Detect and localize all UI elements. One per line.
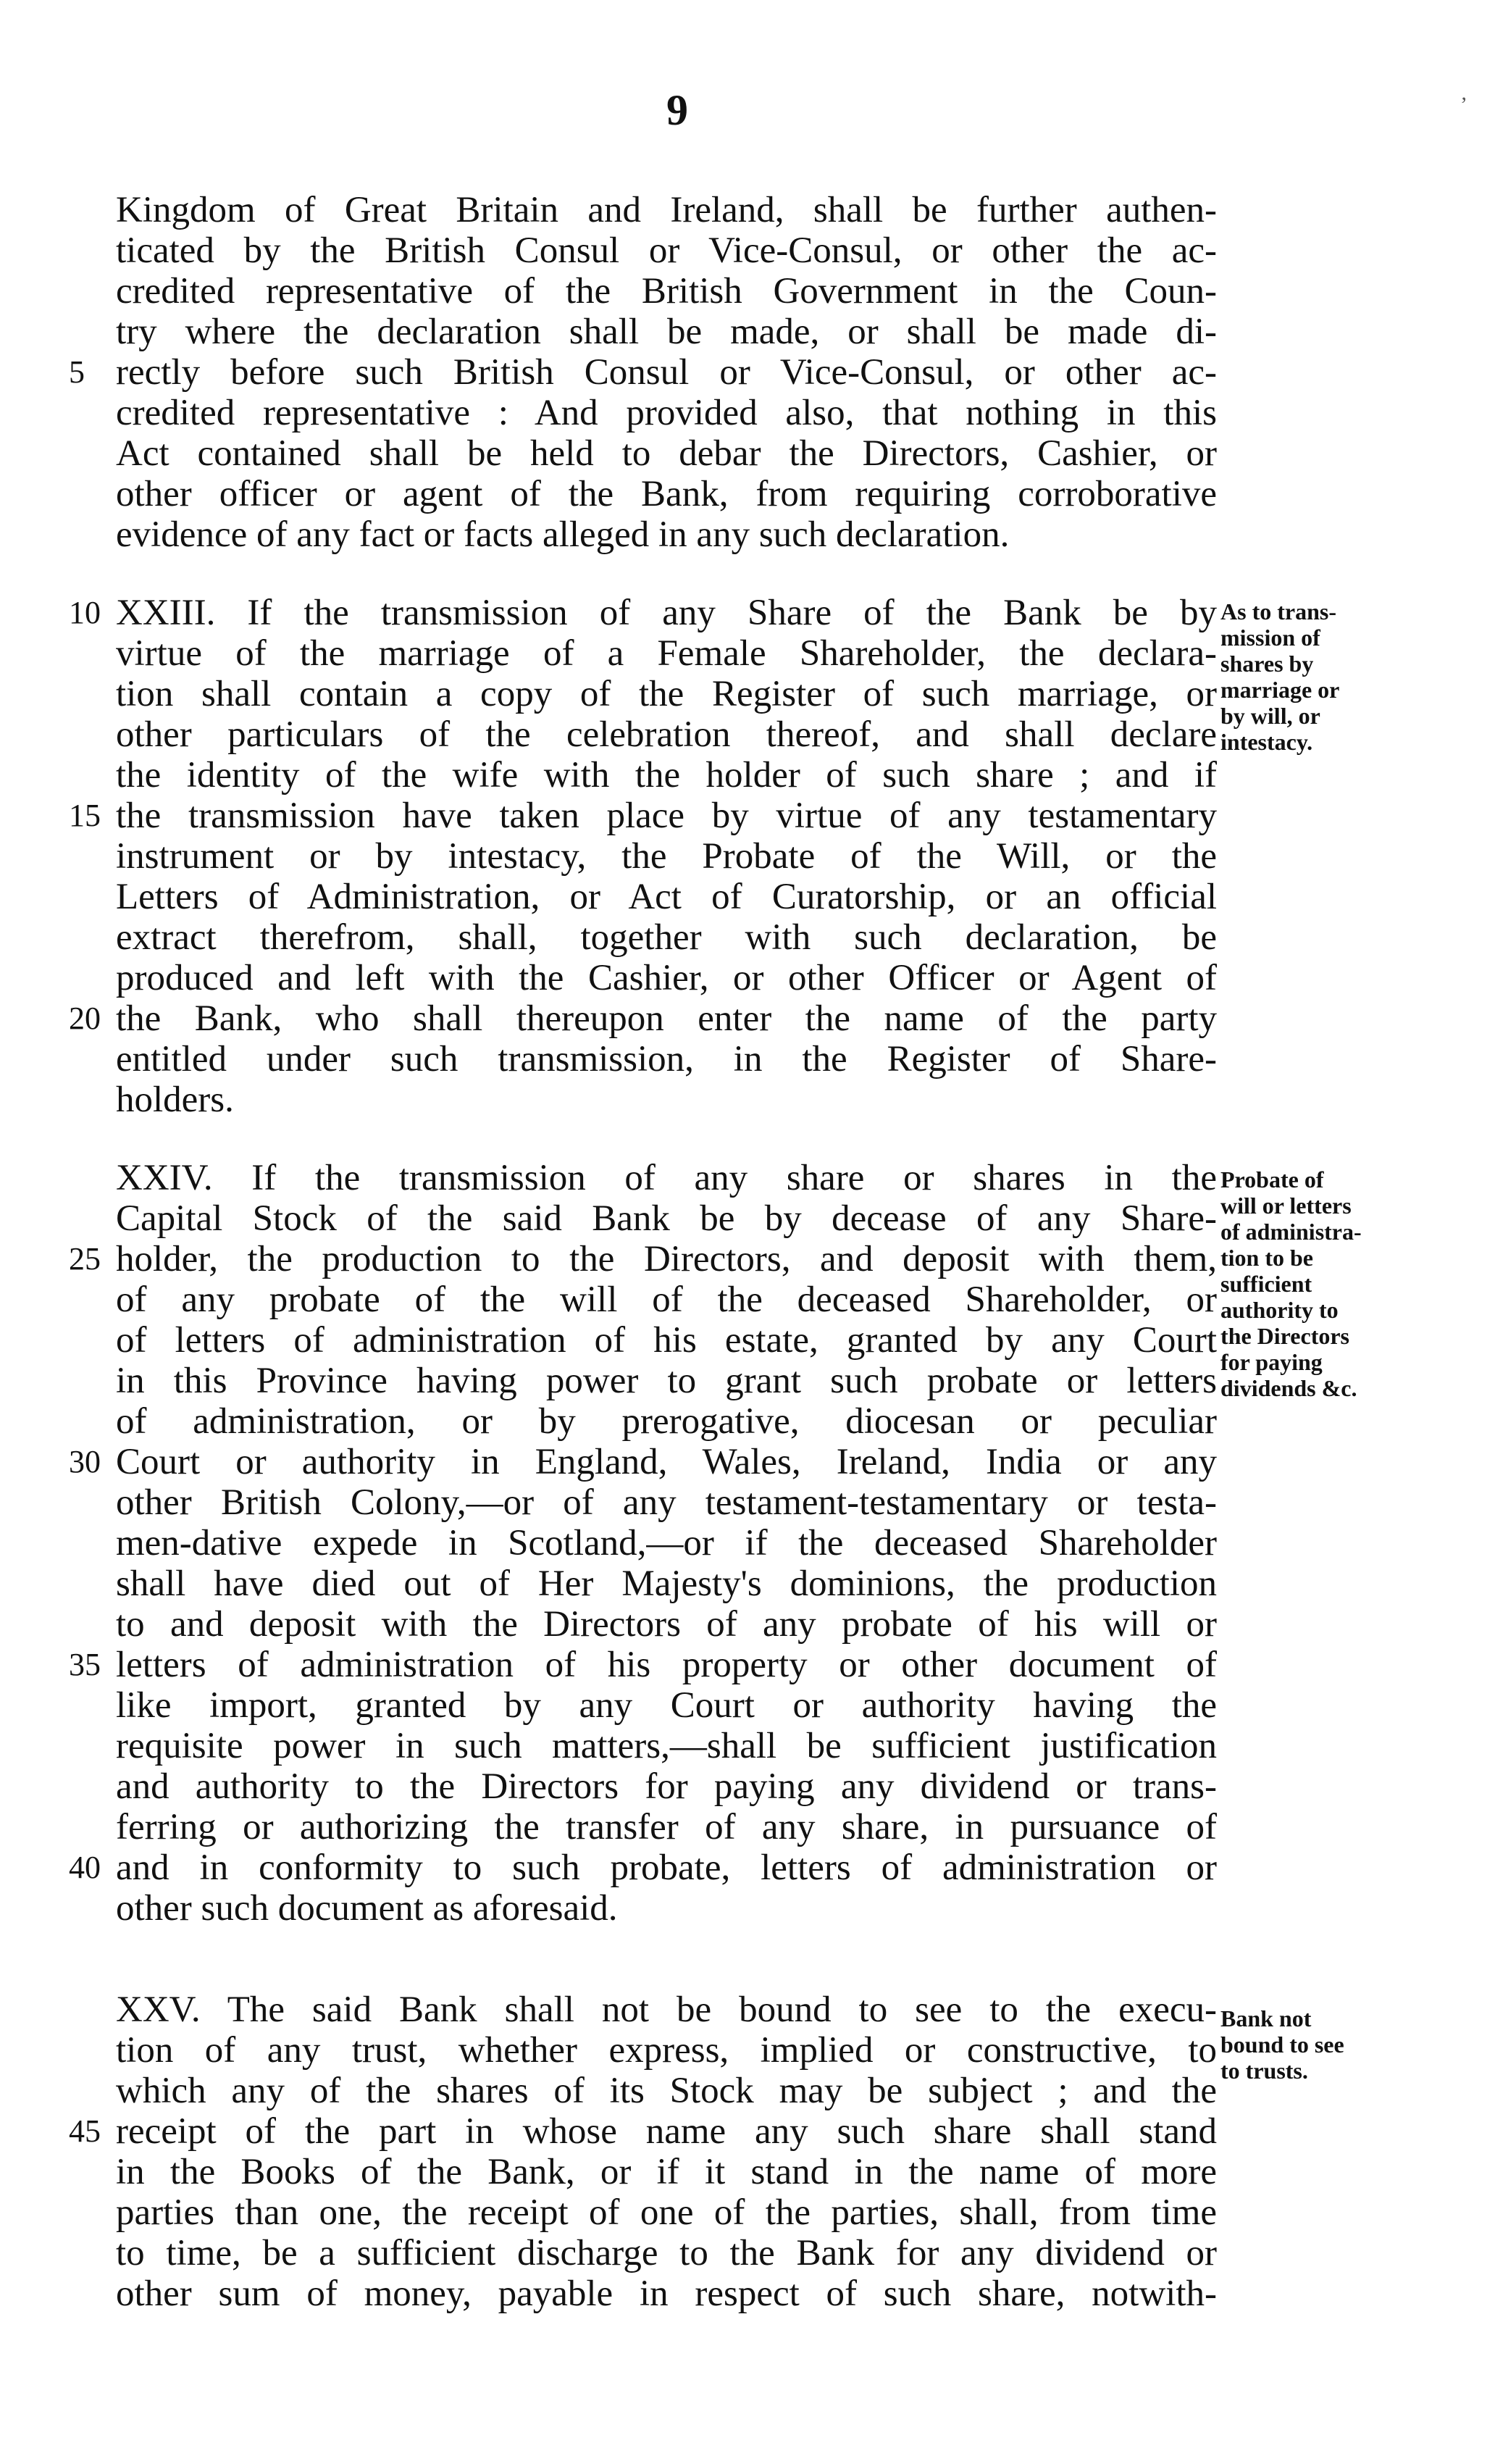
margin-note-line: Bank not xyxy=(1220,2005,1312,2031)
text-line: Letters of Administration, or Act of Curatorship, or an official xyxy=(116,877,1217,917)
text-line: which any of the shares of its Stock may be subject ; and the xyxy=(116,2071,1217,2111)
margin-note-line: marriage or xyxy=(1220,677,1340,703)
text-line: like import, granted by any Court or authority having the xyxy=(116,1685,1217,1726)
text-line: to time, be a sufficient discharge to the Bank for any dividend or xyxy=(116,2233,1217,2273)
text-line: entitled under such transmission, in the Register of Share- xyxy=(116,1039,1217,1079)
text-line: Act contained shall be held to debar the Directors, Cashier, or xyxy=(116,433,1217,474)
line-number: 20 xyxy=(69,1001,101,1036)
text-line: the identity of the wife with the holder of such share ; and if xyxy=(116,755,1217,795)
line-number: 10 xyxy=(69,595,101,630)
text-line: men-dative expede in Scotland,—or if the deceased Shareholder xyxy=(116,1523,1217,1563)
line-number: 25 xyxy=(69,1241,101,1277)
text-line: tion of any trust, whether express, implied or constructive, to xyxy=(116,2030,1217,2071)
margin-note-line: dividends &c. xyxy=(1220,1375,1357,1401)
text-line: in the Books of the Bank, or if it stand in the name of more xyxy=(116,2152,1217,2192)
text-line: Kingdom of Great Britain and Ireland, shall be further authen- xyxy=(116,190,1217,230)
margin-note-line: by will, or xyxy=(1220,703,1320,729)
margin-note-line: tion to be xyxy=(1220,1245,1313,1271)
text-line: try where the declaration shall be made, or shall be made di- xyxy=(116,312,1217,352)
text-line: evidence of any fact or facts alleged in any such declaration. xyxy=(116,514,1010,555)
line-number: 30 xyxy=(69,1444,101,1479)
line-number: 5 xyxy=(69,354,85,390)
section-heading-line: XXIII. If the transmission of any Share of the Bank be by xyxy=(116,593,1217,633)
margin-note-line: mission of xyxy=(1220,625,1320,651)
text-line: Capital Stock of the said Bank be by decease of any Share- xyxy=(116,1198,1217,1239)
margin-note-line: bound to see xyxy=(1220,2031,1344,2058)
text-line: ferring or authorizing the transfer of any share, in pursuance of xyxy=(116,1807,1217,1847)
text-line: the transmission have taken place by virtue of any testamentary xyxy=(116,795,1217,836)
text-line: parties than one, the receipt of one of the parties, shall, from time xyxy=(116,2192,1217,2233)
text-line: of letters of administration of his estate, granted by any Court xyxy=(116,1320,1217,1361)
margin-note-line: will or letters xyxy=(1220,1193,1352,1219)
margin-note-line: As to trans- xyxy=(1220,598,1336,625)
text-line: holder, the production to the Directors, and deposit with them, xyxy=(116,1239,1217,1279)
text-line: and in conformity to such probate, letters of administration or xyxy=(116,1847,1217,1888)
text-line: tion shall contain a copy of the Register of such marriage, or xyxy=(116,674,1217,714)
line-number: 40 xyxy=(69,1850,101,1885)
margin-note xyxy=(1220,1166,1438,1401)
text-line: letters of administration of his property or other document of xyxy=(116,1645,1217,1685)
scan-mark: ’ xyxy=(1460,93,1467,117)
line-number: 45 xyxy=(69,2113,101,2149)
margin-note-line: shares by xyxy=(1220,651,1314,677)
text-line: produced and left with the Cashier, or other Officer or Agent of xyxy=(116,958,1217,998)
margin-note xyxy=(1220,2005,1438,2084)
page-number: 9 xyxy=(666,86,688,134)
margin-note-line: intestacy. xyxy=(1220,729,1313,755)
section-heading-line: XXV. The said Bank shall not be bound to see to the execu- xyxy=(116,1989,1217,2030)
text-line: other British Colony,—or of any testament-testamentary or testa- xyxy=(116,1482,1217,1523)
margin-note-line: the Directors xyxy=(1220,1323,1349,1349)
text-line: holders. xyxy=(116,1079,234,1120)
text-line: of administration, or by prerogative, diocesan or peculiar xyxy=(116,1401,1217,1442)
text-line: other such document as aforesaid. xyxy=(116,1888,618,1929)
margin-note xyxy=(1220,598,1438,755)
text-line: to and deposit with the Directors of any probate of his will or xyxy=(116,1604,1217,1645)
text-line: credited representative of the British Government in the Coun- xyxy=(116,271,1217,312)
margin-note-line: authority to xyxy=(1220,1297,1339,1323)
text-line: other particulars of the celebration thereof, and shall declare xyxy=(116,714,1217,755)
margin-note-line: for paying xyxy=(1220,1349,1323,1375)
text-line: ticated by the British Consul or Vice-Consul, or other the ac- xyxy=(116,230,1217,271)
text-line: virtue of the marriage of a Female Shareholder, the declara- xyxy=(116,633,1217,674)
line-number: 35 xyxy=(69,1647,101,1682)
line-number: 15 xyxy=(69,798,101,833)
text-line: Court or authority in England, Wales, Ireland, India or any xyxy=(116,1442,1217,1482)
text-line: the Bank, who shall thereupon enter the name of the party xyxy=(116,998,1217,1039)
text-line: in this Province having power to grant such probate or letters xyxy=(116,1361,1217,1401)
text-line: other officer or agent of the Bank, from requiring corroborative xyxy=(116,474,1217,514)
margin-note-line: Probate of xyxy=(1220,1166,1324,1193)
text-line: extract therefrom, shall, together with such declaration, be xyxy=(116,917,1217,958)
section-heading-line: XXIV. If the transmission of any share or shares in the xyxy=(116,1158,1217,1198)
text-line: rectly before such British Consul or Vice-Consul, or other ac- xyxy=(116,352,1217,393)
text-line: instrument or by intestacy, the Probate of the Will, or the xyxy=(116,836,1217,877)
text-line: credited representative : And provided also, that nothing in this xyxy=(116,393,1217,433)
margin-note-line: of administra- xyxy=(1220,1219,1362,1245)
text-line: other sum of money, payable in respect of such share, notwith- xyxy=(116,2273,1217,2314)
text-line: and authority to the Directors for paying any dividend or trans- xyxy=(116,1766,1217,1807)
text-line: requisite power in such matters,—shall be sufficient justification xyxy=(116,1726,1217,1766)
text-line: shall have died out of Her Majesty's dominions, the production xyxy=(116,1563,1217,1604)
text-line: receipt of the part in whose name any such share shall stand xyxy=(116,2111,1217,2152)
text-line: of any probate of the will of the deceased Shareholder, or xyxy=(116,1279,1217,1320)
margin-note-line: to trusts. xyxy=(1220,2058,1308,2084)
margin-note-line: sufficient xyxy=(1220,1271,1312,1297)
